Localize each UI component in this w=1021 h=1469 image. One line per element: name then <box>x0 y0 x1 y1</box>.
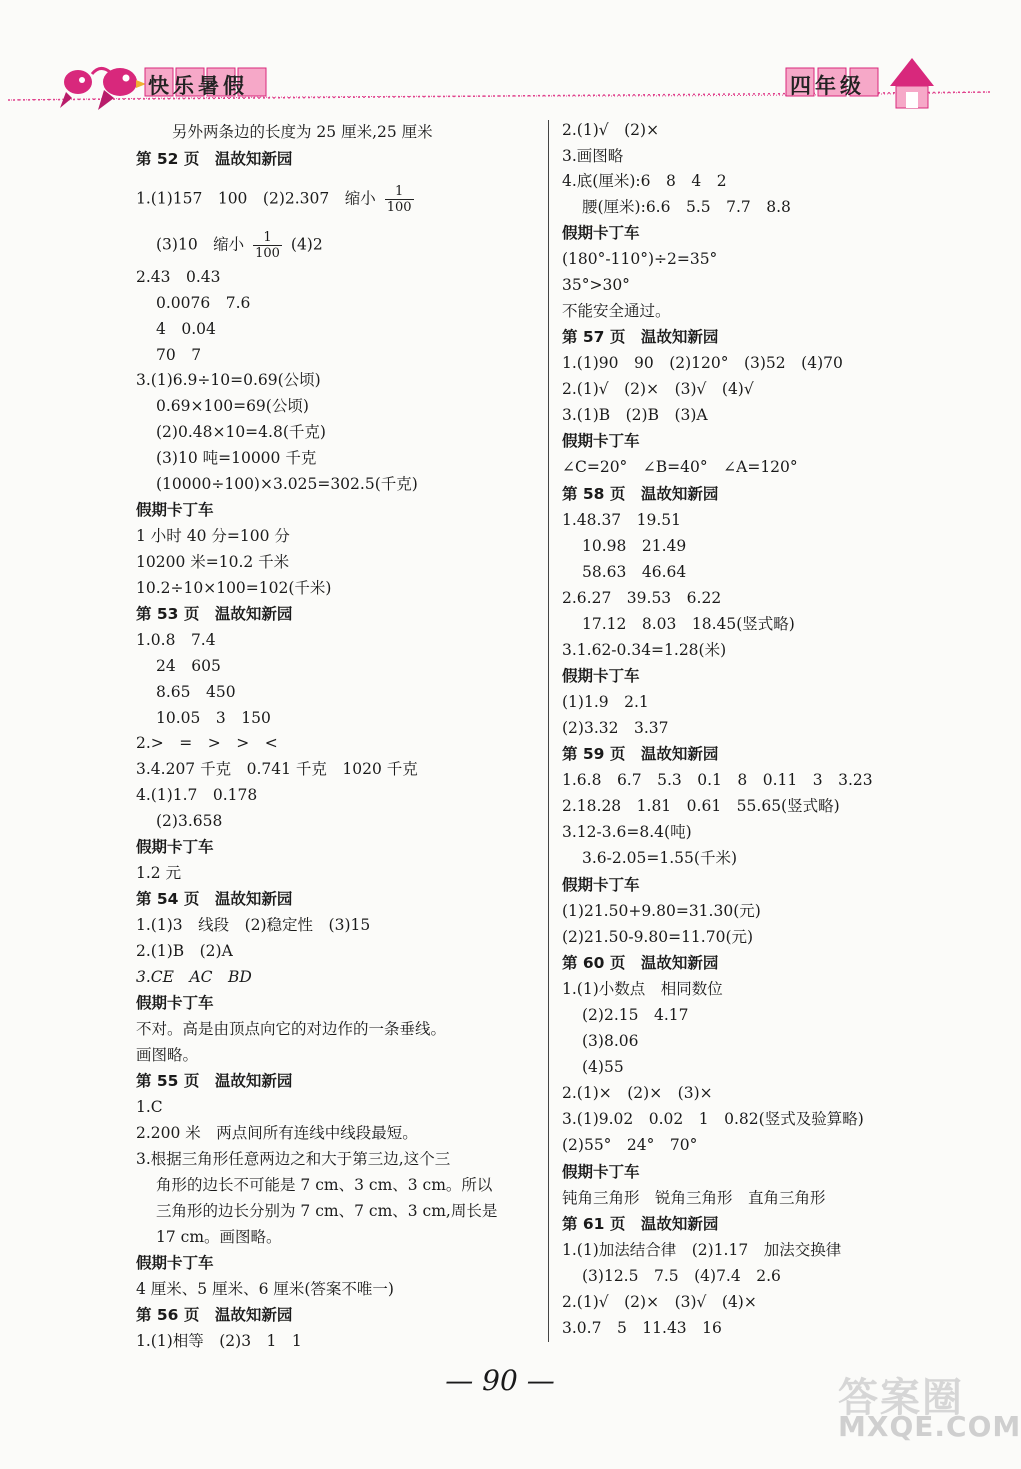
answer-line: 三角形的边长分别为 7 cm、7 cm、3 cm,周长是 <box>156 1202 498 1220</box>
answer-line: 1.6.8 6.7 5.3 0.1 8 0.11 3 3.23 <box>562 771 873 789</box>
right-header-title: 四年级 <box>790 74 865 98</box>
answer-line: 1.C <box>136 1098 163 1116</box>
answer-line: 不能安全通过。 <box>562 302 671 320</box>
answer-line: 35°>30° <box>562 276 630 294</box>
answer-line: 腰(厘米):6.6 5.5 7.7 8.8 <box>582 198 791 216</box>
answer-line: (3)10 缩小 $\frac{1}{100}$ (4)2 <box>156 230 323 261</box>
answer-line: 1.(1)小数点 相同数位 <box>562 980 723 998</box>
answer-line: 70 7 <box>156 346 202 364</box>
section-heading: 第 54 页 温故知新园 <box>136 890 293 908</box>
section-heading: 第 53 页 温故知新园 <box>136 605 293 623</box>
answer-line: 24 605 <box>156 657 221 675</box>
answer-line: 17.12 8.03 18.45(竖式略) <box>582 615 795 633</box>
answer-line: 2.18.28 1.81 0.61 55.65(竖式略) <box>562 797 840 815</box>
answer-line: 1.0.8 7.4 <box>136 631 216 649</box>
answer-line: 3.(1)6.9÷10=0.69(公顷) <box>136 371 321 389</box>
answer-line: 1.2 元 <box>136 864 182 882</box>
answer-line: 3.6-2.05=1.55(千米) <box>582 849 737 867</box>
answer-line: 10200 米=10.2 千米 <box>136 553 290 571</box>
house-icon <box>890 58 934 108</box>
answer-line: 角形的边长不可能是 7 cm、3 cm、3 cm。所以 <box>156 1176 493 1194</box>
answer-line: 2.6.27 39.53 6.22 <box>562 589 722 607</box>
answer-line: (1)21.50+9.80=31.30(元) <box>562 902 761 920</box>
header-decoration <box>0 0 1000 120</box>
answer-line: 10.2÷10×100=102(千米) <box>136 579 332 597</box>
column-divider <box>548 120 549 1342</box>
section-heading: 第 60 页 温故知新园 <box>562 954 719 972</box>
answer-line: 1.48.37 19.51 <box>562 511 682 529</box>
section-heading: 假期卡丁车 <box>562 667 640 685</box>
left-header-title: 快乐暑假 <box>148 74 248 98</box>
answer-line: 1.(1)3 线段 (2)稳定性 (3)15 <box>136 916 371 934</box>
answer-line: 3.画图略 <box>562 147 624 165</box>
answer-line: (10000÷100)×3.025=302.5(千克) <box>156 475 418 493</box>
answer-line: 3.0.7 5 11.43 16 <box>562 1319 722 1337</box>
answer-line: 4.底(厘米):6 8 4 2 <box>562 172 727 190</box>
answer-line: (180°-110°)÷2=35° <box>562 250 718 268</box>
answer-line: 3.(1)B (2)B (3)A <box>562 406 708 424</box>
section-heading: 假期卡丁车 <box>136 994 214 1012</box>
answer-line: 3.12-3.6=8.4(吨) <box>562 823 692 841</box>
answer-line: 2.43 0.43 <box>136 268 221 286</box>
fraction: $\frac{1}{100}$ <box>386 184 412 215</box>
answer-line: 3.根据三角形任意两边之和大于第三边,这个三 <box>136 1150 451 1168</box>
answer-line: 3.(1)9.02 0.02 1 0.82(竖式及验算略) <box>562 1110 864 1128</box>
section-heading: 假期卡丁车 <box>562 1163 640 1181</box>
answer-line: 4 0.04 <box>156 320 216 338</box>
answer-line: (2)21.50-9.80=11.70(元) <box>562 928 754 946</box>
section-heading: 第 58 页 温故知新园 <box>562 485 719 503</box>
answer-line: 1.(1)相等 (2)3 1 1 <box>136 1332 302 1350</box>
answer-line: (2)3.32 3.37 <box>562 719 669 737</box>
answer-line: 1.(1)157 100 (2)2.307 缩小 $\frac{1}{100}$ <box>136 184 412 215</box>
watermark-logo: 答案圈 <box>838 1375 964 1421</box>
section-heading: 第 55 页 温故知新园 <box>136 1072 293 1090</box>
section-heading: 假期卡丁车 <box>562 876 640 894</box>
section-heading: 第 52 页 温故知新园 <box>136 150 293 168</box>
answer-line: (1)1.9 2.1 <box>562 693 649 711</box>
answer-line: 3.1.62-0.34=1.28(米) <box>562 641 727 659</box>
answer-line: ∠C=20° ∠B=40° ∠A=120° <box>562 458 798 476</box>
answer-line: 1.(1)90 90 (2)120° (3)52 (4)70 <box>562 354 843 372</box>
section-heading: 第 61 页 温故知新园 <box>562 1215 719 1233</box>
section-heading: 第 56 页 温故知新园 <box>136 1306 293 1324</box>
section-heading: 假期卡丁车 <box>136 838 214 856</box>
page-number: — 90 — <box>445 1364 555 1397</box>
answer-line: 4 厘米、5 厘米、6 厘米(答案不唯一) <box>136 1280 394 1298</box>
answer-line: 3.4.207 千克 0.741 千克 1020 千克 <box>136 760 418 778</box>
answer-line: (4)55 <box>582 1058 624 1076</box>
answer-line: 2.(1)B (2)A <box>136 942 233 960</box>
section-heading: 假期卡丁车 <box>562 224 640 242</box>
answer-line: 8.65 450 <box>156 683 236 701</box>
answer-line: 2.> = > > < <box>136 734 278 752</box>
answer-line: 17 cm。画图略。 <box>156 1228 282 1246</box>
section-heading: 第 59 页 温故知新园 <box>562 745 719 763</box>
watermark-url: MXQE.COM <box>838 1410 1021 1443</box>
answer-line: 10.05 3 150 <box>156 709 271 727</box>
answer-line: (2)55° 24° 70° <box>562 1136 698 1154</box>
answer-line: 画图略。 <box>136 1046 199 1064</box>
answer-line: 10.98 21.49 <box>582 537 687 555</box>
answer-line: 1 小时 40 分=100 分 <box>136 527 290 545</box>
answer-line: 3.CE AC BD <box>136 968 252 986</box>
answer-line: (2)0.48×10=4.8(千克) <box>156 423 326 441</box>
answer-line: 不对。高是由顶点向它的对边作的一条垂线。 <box>136 1020 447 1038</box>
answer-line: 2.(1)√ (2)× (3)√ (4)× <box>562 1293 757 1311</box>
section-heading: 第 57 页 温故知新园 <box>562 328 719 346</box>
answer-line: 另外两条边的长度为 25 厘米,25 厘米 <box>172 123 433 141</box>
answer-line: (3)12.5 7.5 (4)7.4 2.6 <box>582 1267 781 1285</box>
page-header <box>0 0 1000 120</box>
answer-line: 2.(1)√ (2)× <box>562 121 660 139</box>
fraction: $\frac{1}{100}$ <box>255 230 280 261</box>
answer-line: 钝角三角形 锐角三角形 直角三角形 <box>562 1189 826 1207</box>
answer-line: (2)2.15 4.17 <box>582 1006 689 1024</box>
answer-line: 1.(1)加法结合律 (2)1.17 加法交换律 <box>562 1241 842 1259</box>
answer-line: 2.200 米 两点间所有连线中线段最短。 <box>136 1124 418 1142</box>
section-heading: 假期卡丁车 <box>136 1254 214 1272</box>
section-heading: 假期卡丁车 <box>136 501 214 519</box>
answer-line: 0.0076 7.6 <box>156 294 251 312</box>
answer-line: (3)10 吨=10000 千克 <box>156 449 317 467</box>
answer-line: 58.63 46.64 <box>582 563 687 581</box>
section-heading: 假期卡丁车 <box>562 432 640 450</box>
answer-line: 0.69×100=69(公顷) <box>156 397 309 415</box>
answer-line: 2.(1)× (2)× (3)× <box>562 1084 713 1102</box>
answer-line: (3)8.06 <box>582 1032 639 1050</box>
answer-line: 4.(1)1.7 0.178 <box>136 786 258 804</box>
bird-logo-icon <box>60 68 146 110</box>
answer-line: 2.(1)√ (2)× (3)√ (4)√ <box>562 380 754 398</box>
answer-line: (2)3.658 <box>156 812 223 830</box>
